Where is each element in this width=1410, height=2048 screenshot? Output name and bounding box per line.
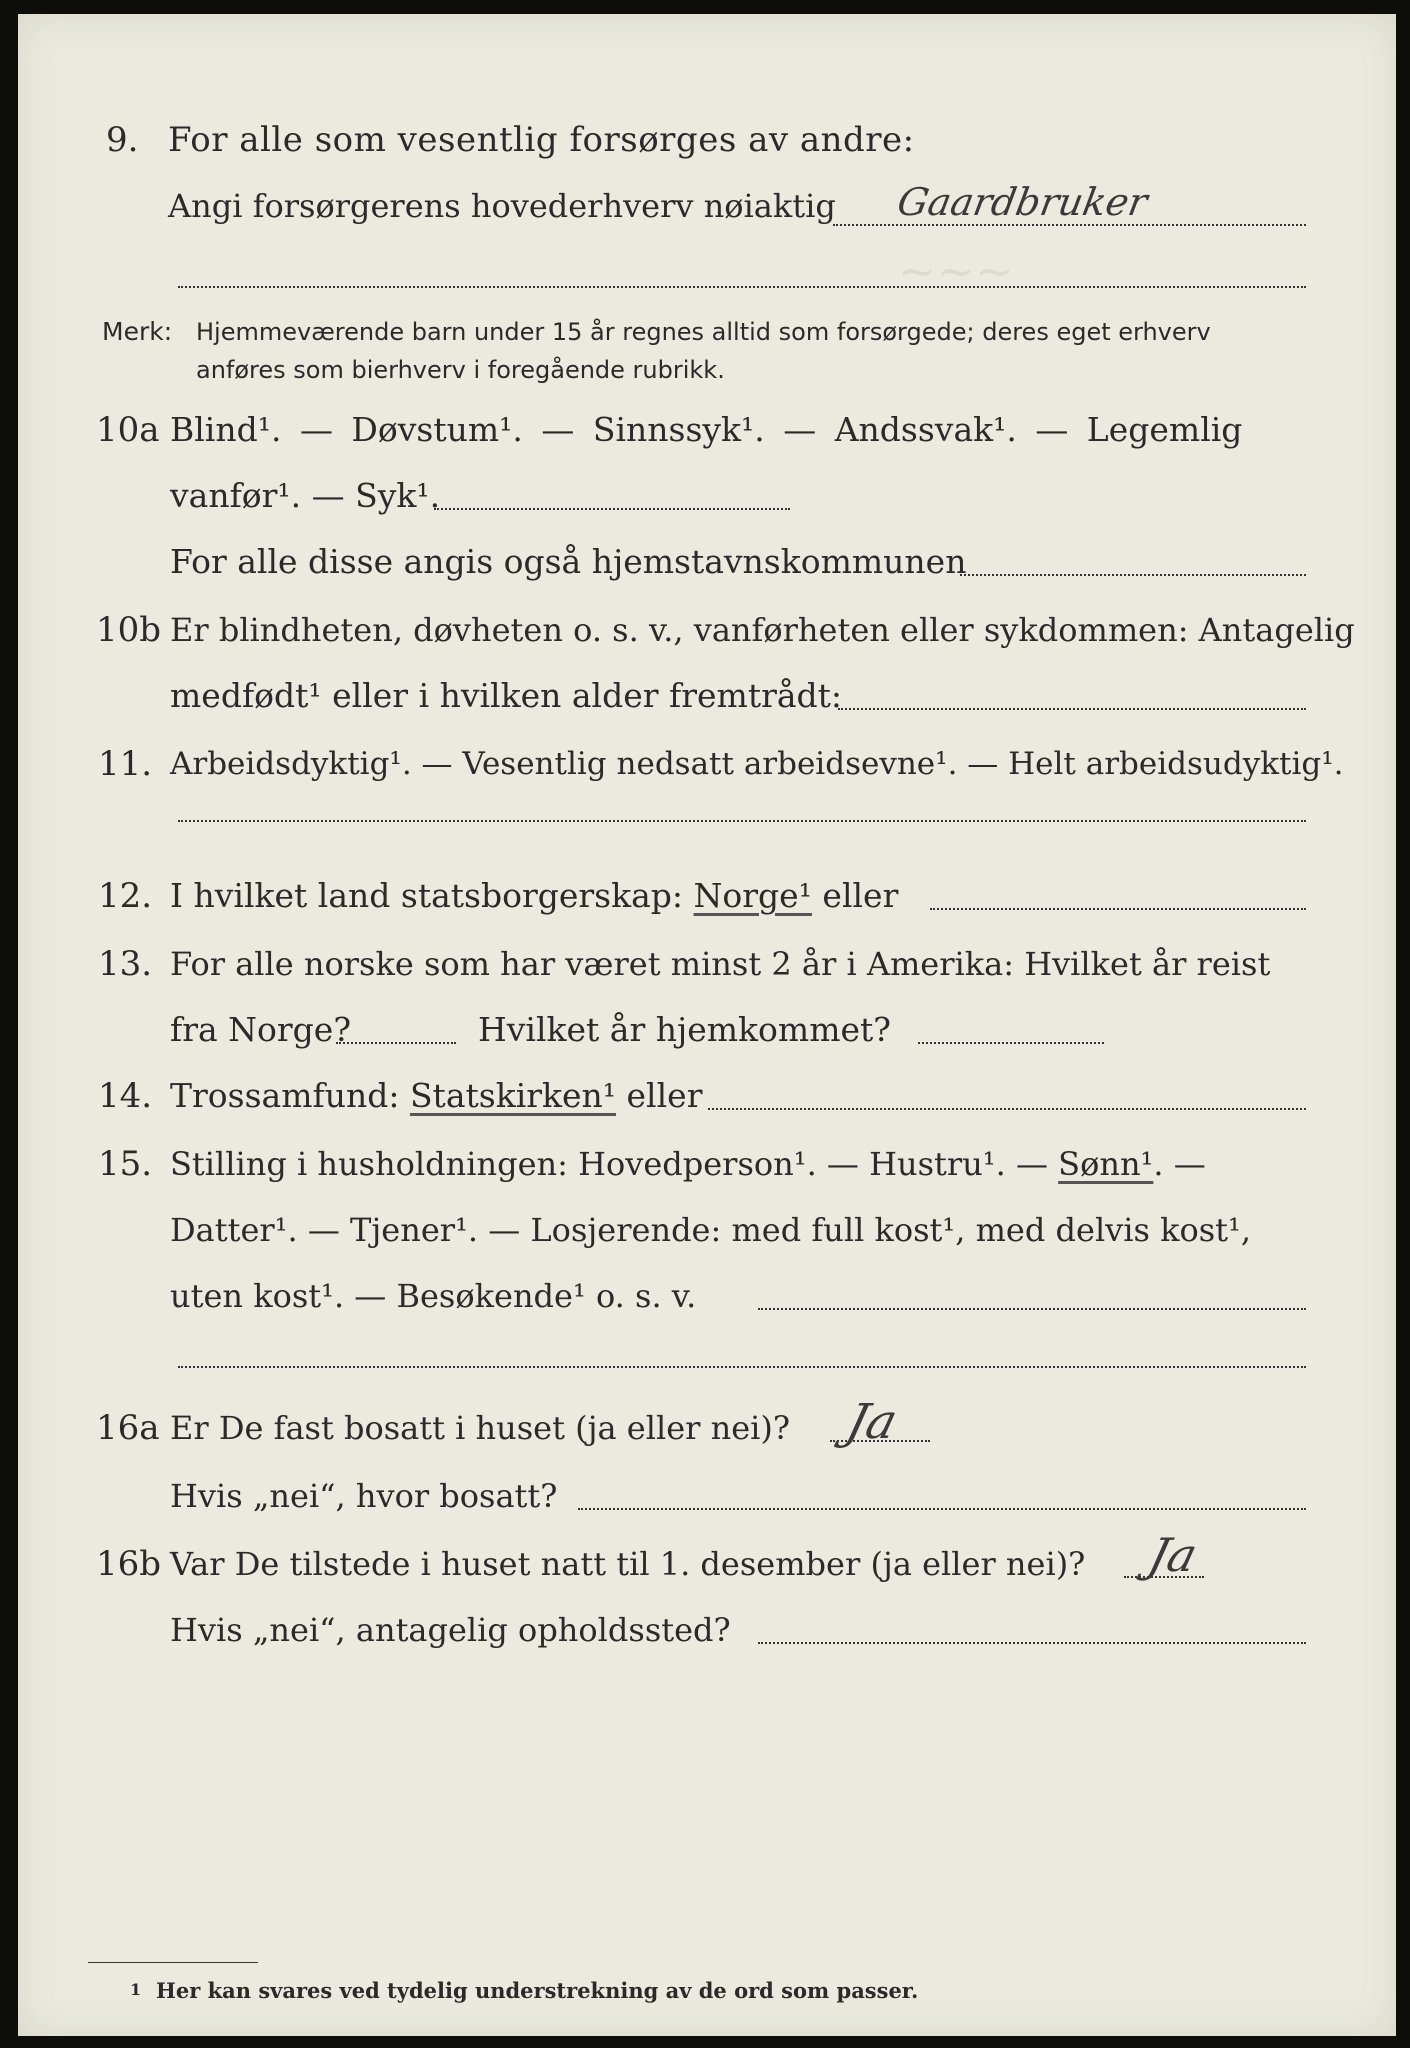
q16a-answer-handwritten: Ja — [841, 1394, 903, 1450]
q16b-line1: Var De tilstede i huset natt til 1. desember (ja eller nei)? — [170, 1545, 1086, 1583]
q16b-line2: Hvis „nei“, antagelig opholdssted? — [170, 1611, 731, 1649]
q10a-hjemstavn-line — [960, 574, 1306, 576]
q15-line1-text: Stilling i husholdningen: Hovedperson¹. — Hustru¹. — — [170, 1145, 1048, 1183]
q11-number: 11. — [98, 744, 153, 784]
q10a-syk-line — [434, 508, 790, 510]
q9-number: 9. — [106, 120, 139, 160]
q14-text: Trossamfund: — [170, 1076, 400, 1115]
q13-hjemkommet-line — [918, 1042, 1104, 1044]
q12-number: 12. — [98, 876, 153, 916]
q15-line2: Datter¹. — Tjener¹. — Losjerende: med full kost¹, med delvis kost¹, — [170, 1211, 1252, 1249]
q10a-number: 10a — [96, 410, 160, 450]
q15-line1 — [170, 1144, 1206, 1184]
q9-line2: Angi forsørgerens hovederhverv nøiaktig — [168, 187, 836, 225]
q12-line — [170, 876, 898, 916]
q10b-number: 10b — [96, 610, 162, 650]
q10b-line2: medfødt¹ eller i hvilken alder fremtrådt: — [170, 676, 843, 715]
q15-extra-line — [178, 1366, 1306, 1368]
q10b-line1: Er blindheten, døvheten o. s. v., vanførheten eller sykdommen: Antagelig — [170, 611, 1355, 649]
q15-sonn-option[interactable]: Sønn¹ — [1058, 1145, 1154, 1183]
q15-line3: uten kost¹. — Besøkende¹ o. s. v. — [170, 1277, 697, 1315]
footnote-marker: 1 — [130, 1980, 142, 1999]
q16a-line1: Er De fast bosatt i huset (ja eller nei)? — [170, 1409, 791, 1447]
census-form-page — [18, 14, 1396, 2036]
q14-statskirken-option[interactable]: Statskirken¹ — [409, 1076, 617, 1115]
q15-answer-line — [758, 1308, 1306, 1310]
q13-line2a: fra Norge? — [170, 1010, 352, 1049]
q16a-bosatt-line — [578, 1508, 1306, 1510]
q13-number: 13. — [98, 944, 153, 984]
q12-eller: eller — [822, 876, 899, 915]
q10a-line2: vanfør¹. — Syk¹. — [170, 476, 441, 515]
q13-reist-line — [336, 1042, 456, 1044]
merk-line2: anføres som bierhverv i foregående rubrikk. — [196, 356, 725, 384]
q11-answer-line — [178, 820, 1306, 822]
q9-answer-line — [833, 224, 1306, 226]
q16b-opholdssted-line — [758, 1642, 1306, 1644]
q15-number: 15. — [98, 1144, 153, 1184]
q9-line1: For alle som vesentlig forsørges av andre: — [168, 120, 915, 160]
q13-line2b: Hvilket år hjemkommet? — [478, 1010, 891, 1049]
q13-line1: For alle norske som har været minst 2 år i Amerika: Hvilket år reist — [170, 945, 1271, 983]
footnote-text: Her kan svares ved tydelig understrekning av de ord som passer. — [156, 1978, 919, 2003]
merk-label: Merk: — [102, 317, 173, 346]
q16b-number: 16b — [96, 1544, 162, 1584]
q9-answer-handwritten: Gaardbruker — [894, 180, 1151, 224]
q12-norge-option[interactable]: Norge¹ — [693, 876, 812, 915]
q16a-line2: Hvis „nei“, hvor bosatt? — [170, 1477, 558, 1515]
q10a-line1: Blind¹. — Døvstum¹. — Sinnssyk¹. — Andssvak¹. — Legemlig — [170, 410, 1243, 449]
merk-line1: Hjemmeværende barn under 15 år regnes alltid som forsørgede; deres eget erhverv — [196, 318, 1211, 346]
q10b-answer-line — [838, 708, 1306, 710]
q16b-answer-handwritten: Ja — [1143, 1528, 1203, 1582]
q14-eller: eller — [626, 1076, 703, 1115]
q14-answer-line — [708, 1108, 1306, 1110]
q11-line1: Arbeidsdyktig¹. — Vesentlig nedsatt arbeidsevne¹. — Helt arbeidsudyktig¹. — [170, 746, 1344, 782]
footnote-rule — [88, 1962, 258, 1963]
bleed-through-text: ~~~ — [898, 244, 1014, 298]
q12-answer-line — [930, 908, 1306, 910]
q10a-line3: For alle disse angis også hjemstavnskommunen — [170, 542, 967, 581]
q15-line1-end: . — — [1153, 1145, 1206, 1183]
q14-number: 14. — [98, 1076, 153, 1116]
q9-extra-line — [178, 286, 1306, 288]
q12-text: I hvilket land statsborgerskap: — [170, 876, 684, 915]
q16a-number: 16a — [96, 1408, 160, 1448]
q14-line — [170, 1076, 702, 1116]
